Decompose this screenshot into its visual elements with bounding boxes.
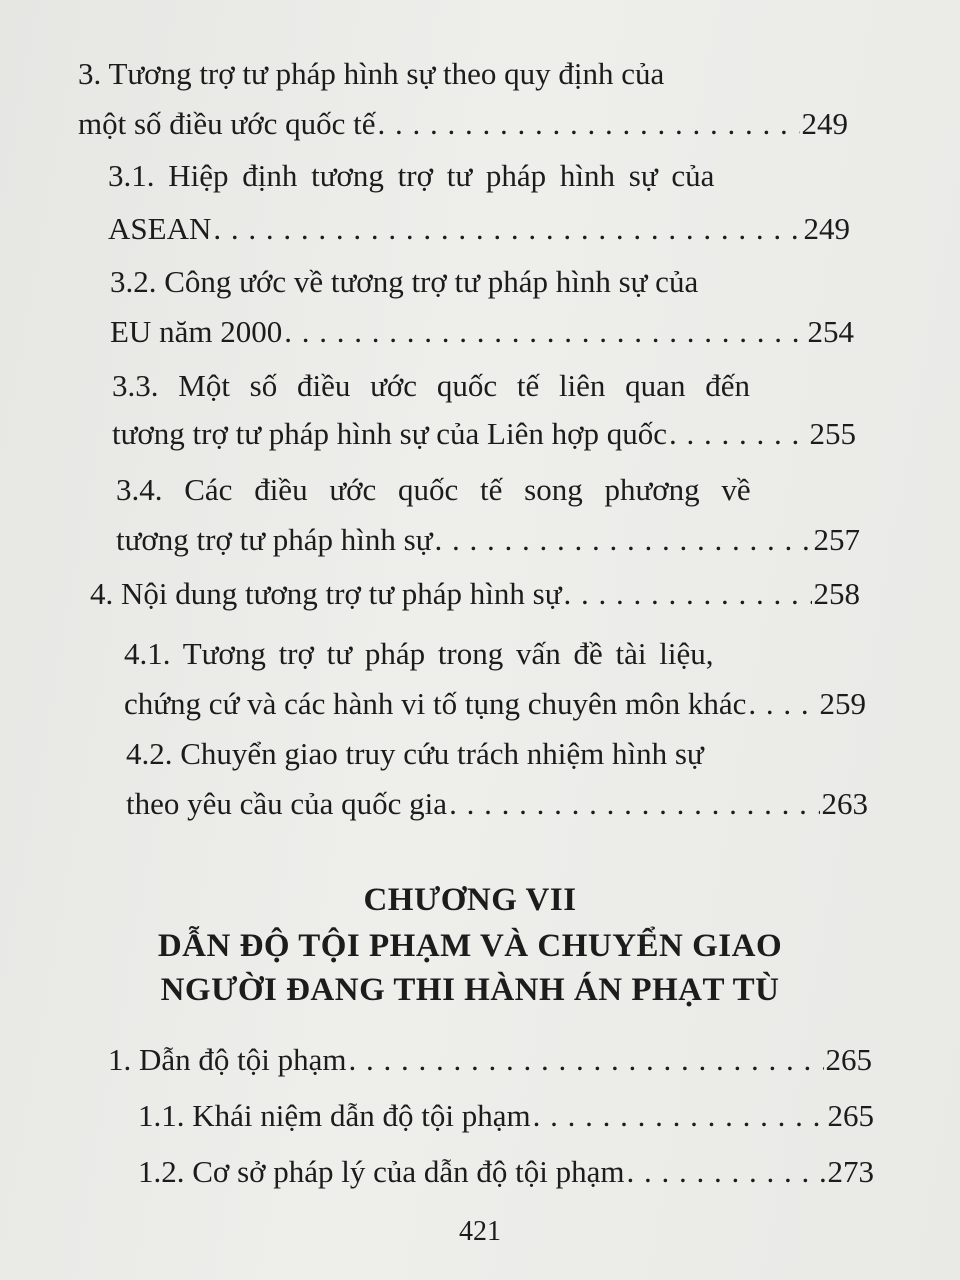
toc-entry-4-1-line1 bbox=[124, 630, 774, 678]
toc-entry-4-2-line1 bbox=[126, 730, 776, 778]
toc-entry-4-1-line2 bbox=[124, 680, 866, 728]
dot-leader bbox=[284, 308, 805, 356]
dot-leader bbox=[213, 205, 801, 253]
toc-entry-4-line1 bbox=[90, 570, 860, 618]
toc-entry-3-1-title-cont: ASEAN bbox=[108, 211, 212, 246]
toc-entry-3-1-line1 bbox=[108, 152, 748, 200]
toc-entry-3-line1 bbox=[78, 50, 738, 98]
toc-entry-3-line2 bbox=[78, 100, 848, 148]
toc-entry-3-1-line2 bbox=[108, 205, 850, 253]
toc-entry-3-3-title: 3.3. Một số điều ước quốc tế liên quan đến bbox=[112, 368, 750, 403]
toc-entry-ch7-1-2-line bbox=[138, 1148, 874, 1196]
toc-entry-3-title: 3. Tương trợ tư pháp hình sự theo quy định của bbox=[78, 56, 665, 91]
toc-entry-4-1-title: 4.1. Tương trợ tư pháp trong vấn đề tài liệu, bbox=[124, 636, 714, 671]
chapter-title-line2: NGƯỜI ĐANG THI HÀNH ÁN PHẠT TÙ bbox=[160, 972, 780, 1008]
dot-leader bbox=[564, 570, 812, 618]
dot-leader bbox=[435, 516, 812, 564]
toc-entry-ch7-1-1-line bbox=[138, 1092, 874, 1140]
dot-leader bbox=[627, 1148, 826, 1196]
toc-entry-4-title: 4. Nội dung tương trợ tư pháp hình sự bbox=[90, 576, 562, 611]
toc-entry-4-2-title: 4.2. Chuyển giao truy cứu trách nhiệm hình sự bbox=[126, 736, 704, 771]
toc-entry-ch7-1-1-page: 265 bbox=[827, 1098, 874, 1133]
toc-entry-3-4-page: 257 bbox=[813, 522, 860, 557]
toc-entry-4-1-title-cont: chứng cứ và các hành vi tố tụng chuyên môn khác bbox=[124, 686, 747, 721]
toc-entry-4-2-line2 bbox=[126, 780, 868, 828]
toc-entry-3-4-line2 bbox=[116, 516, 860, 564]
toc-entry-ch7-1-title: 1. Dẫn độ tội phạm bbox=[108, 1042, 347, 1077]
toc-entry-3-2-title-cont: EU năm 2000 bbox=[110, 314, 283, 349]
dot-leader bbox=[748, 680, 817, 728]
dot-leader bbox=[349, 1036, 824, 1084]
toc-entry-3-3-title-cont: tương trợ tư pháp hình sự của Liên hợp quốc bbox=[112, 416, 668, 451]
toc-entry-4-2-page: 263 bbox=[821, 786, 868, 821]
toc-entry-3-2-title: 3.2. Công ước về tương trợ tư pháp hình sự của bbox=[110, 264, 699, 299]
toc-entry-ch7-1-line bbox=[108, 1036, 872, 1084]
toc-entry-3-4-title: 3.4. Các điều ước quốc tế song phương về bbox=[116, 472, 751, 507]
toc-entry-ch7-1-2-page: 273 bbox=[827, 1154, 874, 1189]
toc-entry-4-page: 258 bbox=[813, 576, 860, 611]
toc-entry-ch7-1-1-title: 1.1. Khái niệm dẫn độ tội phạm bbox=[138, 1098, 531, 1133]
toc-entry-3-4-line1 bbox=[116, 466, 756, 514]
toc-entry-3-2-line1 bbox=[110, 258, 750, 306]
toc-entry-3-3-page: 255 bbox=[809, 416, 856, 451]
page-number: 421 bbox=[459, 1216, 501, 1247]
toc-entry-3-2-page: 254 bbox=[807, 314, 854, 349]
chapter-number: CHƯƠNG VII bbox=[363, 882, 577, 918]
chapter-title-line1: DẪN ĐỘ TỘI PHẠM VÀ CHUYỂN GIAO bbox=[157, 928, 783, 964]
dot-leader bbox=[669, 410, 807, 458]
toc-entry-3-title-cont: một số điều ước quốc tế bbox=[78, 106, 376, 141]
toc-entry-3-3-line1 bbox=[112, 362, 752, 410]
toc-entry-ch7-1-2-title: 1.2. Cơ sở pháp lý của dẫn độ tội phạm bbox=[138, 1154, 625, 1189]
toc-entry-4-1-page: 259 bbox=[819, 686, 866, 721]
dot-leader bbox=[533, 1092, 826, 1140]
toc-entry-3-4-title-cont: tương trợ tư pháp hình sự bbox=[116, 522, 433, 557]
toc-entry-3-1-page: 249 bbox=[803, 211, 850, 246]
dot-leader bbox=[378, 100, 800, 148]
toc-entry-3-page: 249 bbox=[801, 106, 848, 141]
toc-entry-3-1-title: 3.1. Hiệp định tương trợ tư pháp hình sự của bbox=[108, 158, 715, 193]
dot-leader bbox=[449, 780, 819, 828]
toc-entry-ch7-1-page: 265 bbox=[825, 1042, 872, 1077]
toc-entry-3-3-line2 bbox=[112, 410, 856, 458]
toc-entry-4-2-title-cont: theo yêu cầu của quốc gia bbox=[126, 786, 448, 821]
toc-entry-3-2-line2 bbox=[110, 308, 854, 356]
